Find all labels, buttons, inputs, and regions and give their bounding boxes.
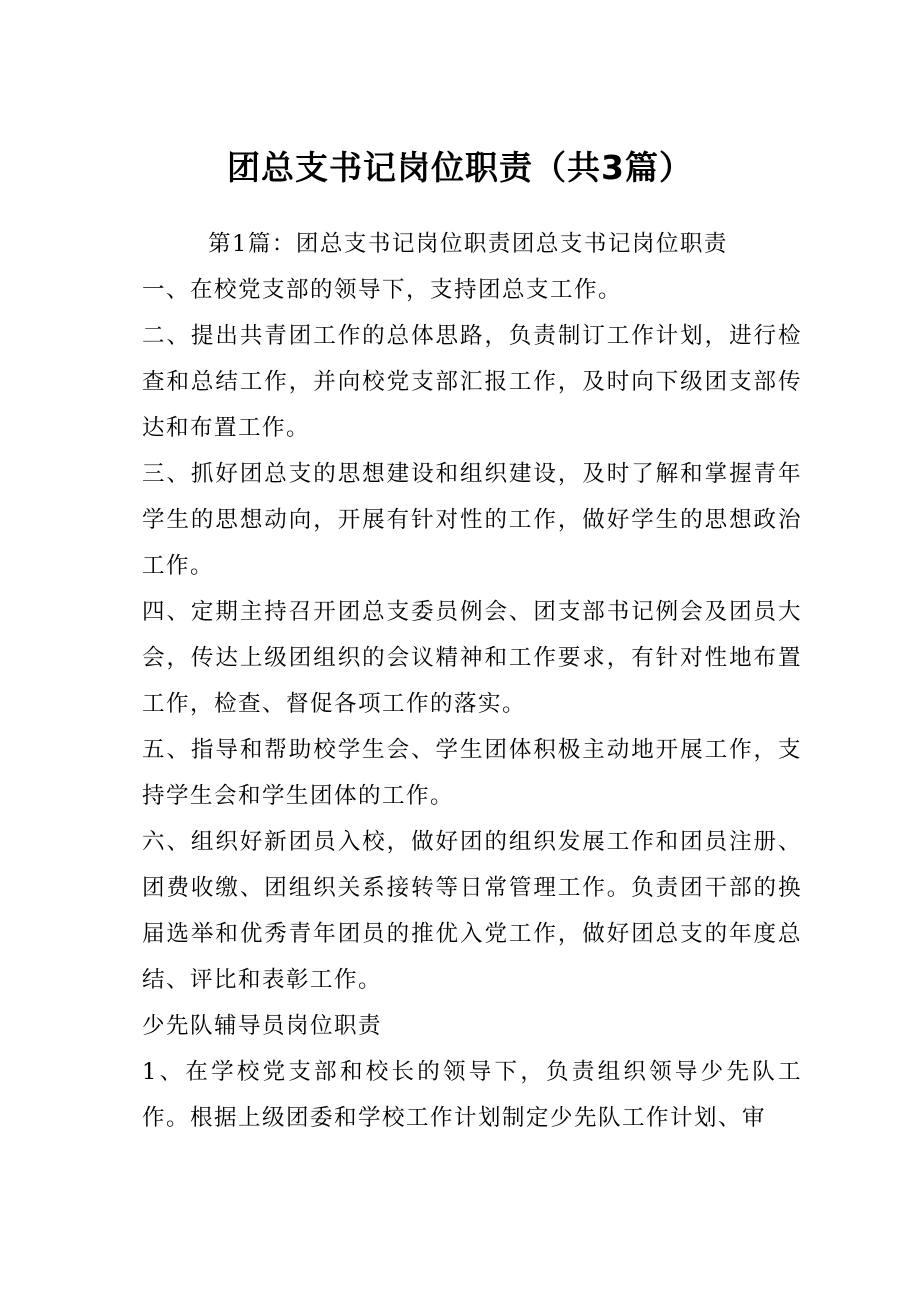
paragraph: 四、定期主持召开团总支委员例会、团支部书记例会及团员大会，传达上级团组织的会议精神和工作要求，有针对性地布置工作，检查、督促各项工作的落实。 [142,599,802,717]
paragraph: 三、抓好团总支的思想建设和组织建设，及时了解和掌握青年学生的思想动向，开展有针对性的工作，做好学生的思想政治工作。 [142,461,802,579]
paragraph: 二、提出共青团工作的总体思路，负责制订工作计划，进行检查和总结工作，并向校党支部汇报工作，及时向下级团支部传达和布置工作。 [142,323,802,441]
paragraph: 一、在校党支部的领导下，支持团总支工作。 [142,277,623,303]
subheading: 少先队辅导员岗位职责 [142,1013,383,1039]
section-heading: 第1篇：团总支书记岗位职责团总支书记岗位职责 [208,231,728,257]
document-title: 团总支书记岗位职责（共3篇） [227,148,693,187]
document-body [142,221,802,1141]
paragraph: 1、在学校党支部和校长的领导下，负责组织领导少先队工作。根据上级团委和学校工作计划制定少先队工作计划、审 [142,1059,802,1131]
paragraph: 五、指导和帮助校学生会、学生团体积极主动地开展工作，支持学生会和学生团体的工作。 [142,737,802,809]
paragraph: 六、组织好新团员入校，做好团的组织发展工作和团员注册、团费收缴、团组织关系接转等日常管理工作。负责团干部的换届选举和优秀青年团员的推优入党工作，做好团总支的年度总结、评比和表彰工作。 [142,829,802,993]
